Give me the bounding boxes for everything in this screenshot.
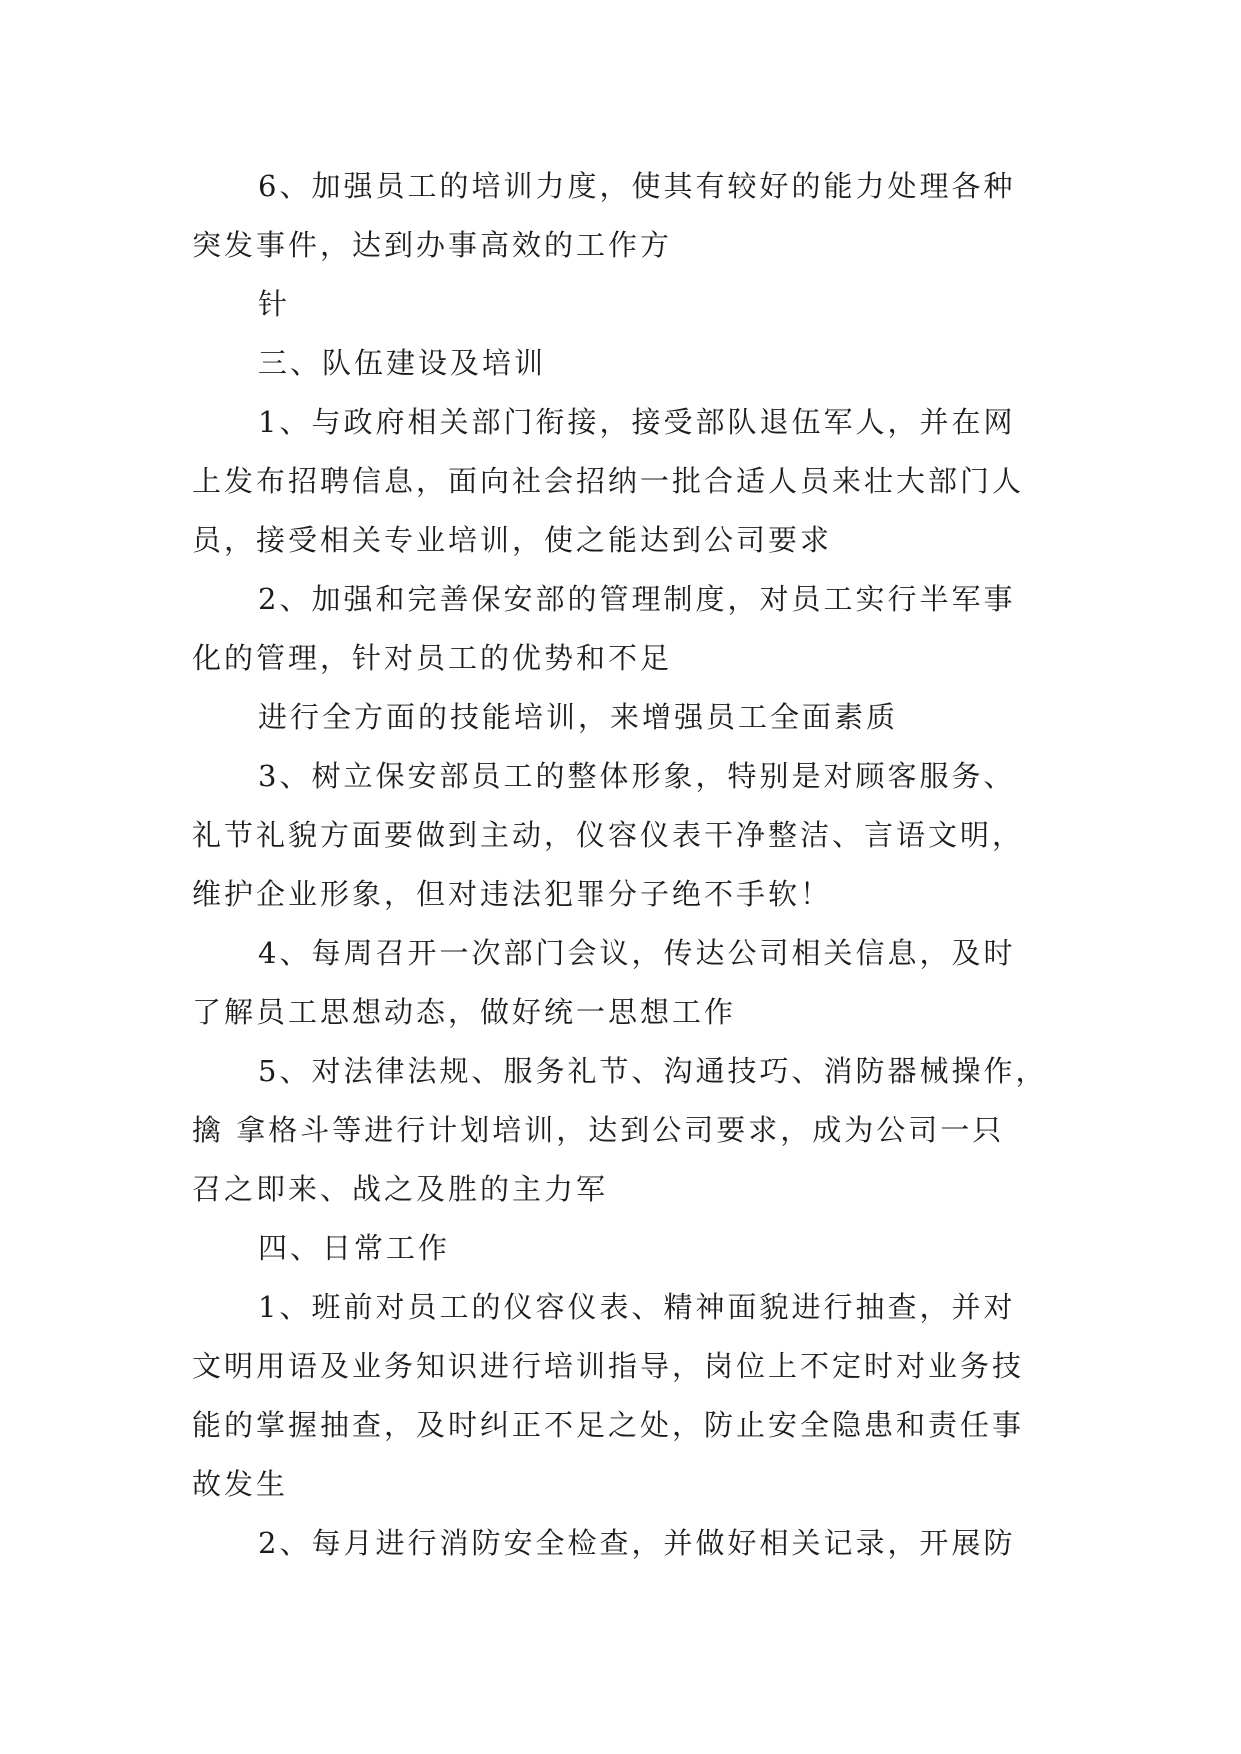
text-line: 员，接受相关专业培训，使之能达到公司要求 [192,523,833,557]
text-line: 1、班前对员工的仪容仪表、精神面貌进行抽查，并对 [258,1290,1016,1324]
text-line: 能的掌握抽查，及时纠正不足之处，防止安全隐患和责任事 [192,1408,1025,1442]
paragraph-continuation [192,688,1072,747]
text-line: 召之即来、战之及胜的主力军 [192,1172,609,1206]
paragraph-daily-item-1 [192,1278,1072,1514]
paragraph-team-item-3 [192,747,1072,924]
paragraph-continuation [192,275,1072,334]
text-line: 突发事件，达到办事高效的工作方 [192,228,673,262]
text-line: 上发布招聘信息，面向社会招纳一批合适人员来壮大部门人 [192,464,1025,498]
section-heading-daily-work [192,1219,1072,1278]
text-line: 进行全方面的技能培训，来增强员工全面素质 [258,700,899,734]
text-line: 针 [258,287,291,321]
text-line: 2、每月进行消防安全检查，并做好相关记录，开展防 [258,1526,1016,1560]
paragraph-team-item-5 [192,1042,1072,1219]
text-line: 文明用语及业务知识进行培训指导，岗位上不定时对业务技 [192,1349,1025,1383]
paragraph-training-item-6 [192,157,1072,275]
text-line: 2、加强和完善保安部的管理制度，对员工实行半军事 [258,582,1016,616]
paragraph-daily-item-2 [192,1514,1072,1573]
paragraph-team-item-4 [192,924,1072,1042]
text-line: 维护企业形象，但对违法犯罪分子绝不手软！ [192,877,833,911]
text-line: 1、与政府相关部门衔接，接受部队退伍军人，并在网 [258,405,1016,439]
text-line: 6、加强员工的培训力度，使其有较好的能力处理各种 [258,169,1016,203]
section-heading-team-building [192,334,1072,393]
text-line: 故发生 [192,1467,289,1501]
text-line: 化的管理，针对员工的优势和不足 [192,641,673,675]
text-line: 擒 拿格斗等进行计划培训，达到公司要求，成为公司一只 [192,1113,1005,1147]
text-line: 礼节礼貌方面要做到主动，仪容仪表干净整洁、言语文明， [192,818,1025,852]
text-line: 4、每周召开一次部门会议，传达公司相关信息，及时 [258,936,1016,970]
heading-line: 三、队伍建设及培训 [258,346,547,380]
text-line: 3、树立保安部员工的整体形象，特别是对顾客服务、 [258,759,1016,793]
text-line: 5、对法律法规、服务礼节、沟通技巧、消防器械操作， [258,1054,1048,1088]
document-body [192,157,1072,1573]
paragraph-team-item-1 [192,393,1072,570]
heading-line: 四、日常工作 [258,1231,451,1265]
text-line: 了解员工思想动态，做好统一思想工作 [192,995,737,1029]
paragraph-team-item-2 [192,570,1072,688]
